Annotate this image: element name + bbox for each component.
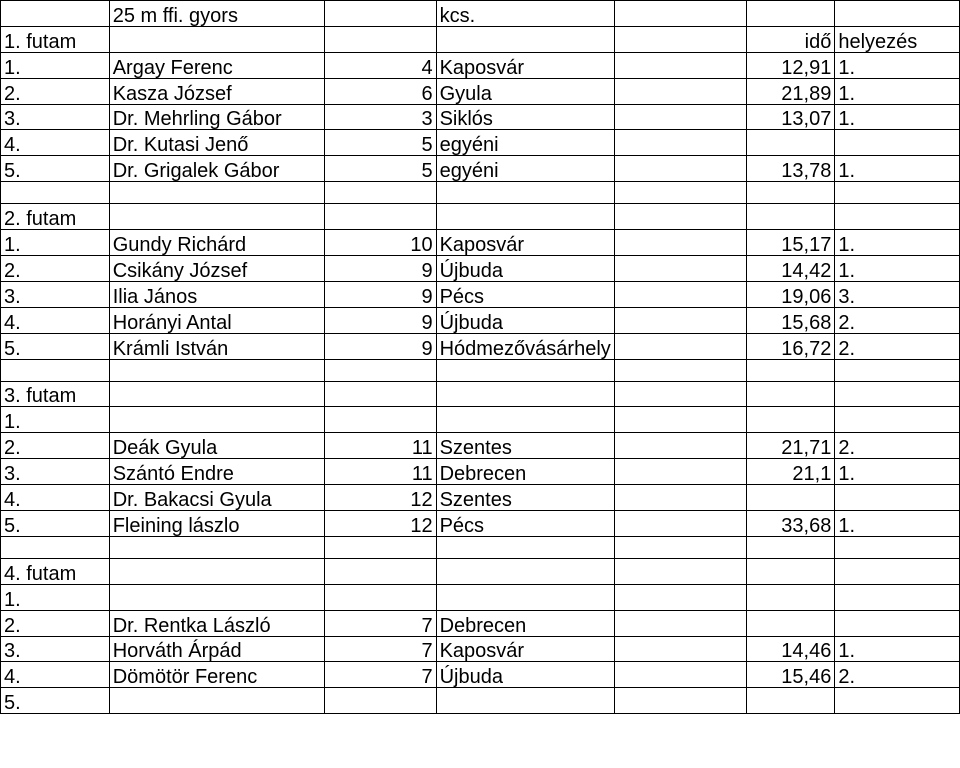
club-cell[interactable]: kcs.: [436, 1, 614, 27]
place-cell[interactable]: 1.: [1, 230, 110, 256]
table-row: [1, 459, 960, 485]
name-cell[interactable]: Dr. Grigalek Gábor: [109, 156, 325, 182]
table-row: [1, 558, 960, 584]
empty-cell[interactable]: [614, 1, 746, 27]
place-cell[interactable]: 4. futam: [1, 558, 110, 584]
time-cell[interactable]: 14,46: [746, 636, 835, 662]
time-cell[interactable]: [746, 610, 835, 636]
time-cell[interactable]: [746, 1, 835, 27]
table-row: [1, 104, 960, 130]
time-cell[interactable]: 15,46: [746, 662, 835, 688]
age-group-cell[interactable]: 5: [325, 130, 436, 156]
table-row: [1, 381, 960, 407]
placing-cell[interactable]: 1.: [835, 230, 960, 256]
sheet-body: [1, 1, 960, 714]
club-cell[interactable]: [436, 359, 614, 381]
table-row: [1, 333, 960, 359]
place-cell[interactable]: [1, 182, 110, 204]
name-cell[interactable]: Krámli István: [109, 333, 325, 359]
placing-cell[interactable]: [835, 407, 960, 433]
place-cell[interactable]: 4.: [1, 662, 110, 688]
placing-cell[interactable]: [835, 558, 960, 584]
age-group-cell[interactable]: [325, 584, 436, 610]
empty-cell[interactable]: [614, 610, 746, 636]
empty-cell[interactable]: [614, 359, 746, 381]
time-cell[interactable]: [746, 381, 835, 407]
age-group-cell[interactable]: [325, 688, 436, 714]
club-cell[interactable]: [436, 407, 614, 433]
placing-cell[interactable]: [835, 536, 960, 558]
time-cell[interactable]: [746, 584, 835, 610]
name-cell[interactable]: Dr. Bakacsi Gyula: [109, 485, 325, 511]
placing-cell[interactable]: [835, 182, 960, 204]
empty-cell[interactable]: [614, 130, 746, 156]
empty-cell[interactable]: [614, 333, 746, 359]
table-row: [1, 662, 960, 688]
empty-cell[interactable]: [614, 230, 746, 256]
club-cell[interactable]: Újbuda: [436, 256, 614, 282]
empty-cell[interactable]: [614, 78, 746, 104]
name-cell[interactable]: Ilia János: [109, 281, 325, 307]
placing-cell[interactable]: [835, 204, 960, 230]
age-group-cell[interactable]: 12: [325, 485, 436, 511]
time-cell[interactable]: [746, 359, 835, 381]
age-group-cell[interactable]: 7: [325, 610, 436, 636]
name-cell[interactable]: Horányi Antal: [109, 307, 325, 333]
placing-cell[interactable]: [835, 485, 960, 511]
name-cell[interactable]: Argay Ferenc: [109, 52, 325, 78]
club-cell[interactable]: Pécs: [436, 511, 614, 537]
club-cell[interactable]: [436, 584, 614, 610]
club-cell[interactable]: Kaposvár: [436, 230, 614, 256]
place-cell[interactable]: [1, 536, 110, 558]
age-group-cell[interactable]: 9: [325, 256, 436, 282]
name-cell[interactable]: [109, 558, 325, 584]
empty-cell[interactable]: [614, 485, 746, 511]
time-cell[interactable]: idő: [746, 26, 835, 52]
time-cell[interactable]: 16,72: [746, 333, 835, 359]
club-cell[interactable]: Újbuda: [436, 662, 614, 688]
age-group-cell[interactable]: 7: [325, 662, 436, 688]
place-cell[interactable]: 4.: [1, 485, 110, 511]
name-cell[interactable]: Csikány József: [109, 256, 325, 282]
age-group-cell[interactable]: 6: [325, 78, 436, 104]
name-cell[interactable]: [109, 536, 325, 558]
time-cell[interactable]: 19,06: [746, 281, 835, 307]
spacer-row: [1, 182, 960, 204]
table-row: [1, 584, 960, 610]
table-row: [1, 230, 960, 256]
empty-cell[interactable]: [614, 26, 746, 52]
empty-cell[interactable]: [614, 182, 746, 204]
table-row: [1, 52, 960, 78]
table-row: [1, 485, 960, 511]
time-cell[interactable]: 33,68: [746, 511, 835, 537]
empty-cell[interactable]: [614, 584, 746, 610]
table-row: [1, 407, 960, 433]
empty-cell[interactable]: [614, 536, 746, 558]
table-row: [1, 204, 960, 230]
place-cell[interactable]: 3.: [1, 104, 110, 130]
name-cell[interactable]: [109, 584, 325, 610]
age-group-cell[interactable]: 7: [325, 636, 436, 662]
club-cell[interactable]: Siklós: [436, 104, 614, 130]
club-cell[interactable]: Szentes: [436, 485, 614, 511]
place-cell[interactable]: 3.: [1, 636, 110, 662]
time-cell[interactable]: [746, 130, 835, 156]
place-cell[interactable]: 2. futam: [1, 204, 110, 230]
age-group-cell[interactable]: 12: [325, 511, 436, 537]
name-cell[interactable]: Dömötör Ferenc: [109, 662, 325, 688]
place-cell[interactable]: 1.: [1, 407, 110, 433]
place-cell[interactable]: 4.: [1, 130, 110, 156]
empty-cell[interactable]: [614, 156, 746, 182]
club-cell[interactable]: Gyula: [436, 78, 614, 104]
club-cell[interactable]: Debrecen: [436, 610, 614, 636]
age-group-cell[interactable]: 9: [325, 307, 436, 333]
place-cell[interactable]: 3.: [1, 459, 110, 485]
placing-cell[interactable]: 1.: [835, 636, 960, 662]
club-cell[interactable]: Szentes: [436, 433, 614, 459]
club-cell[interactable]: Kaposvár: [436, 636, 614, 662]
place-cell[interactable]: 1.: [1, 584, 110, 610]
empty-cell[interactable]: [614, 307, 746, 333]
table-row: [1, 26, 960, 52]
age-group-cell[interactable]: 4: [325, 52, 436, 78]
club-cell[interactable]: Kaposvár: [436, 52, 614, 78]
placing-cell[interactable]: 2.: [835, 333, 960, 359]
place-cell[interactable]: 1.: [1, 52, 110, 78]
age-group-cell[interactable]: 9: [325, 281, 436, 307]
placing-cell[interactable]: 1.: [835, 256, 960, 282]
table-row: [1, 610, 960, 636]
age-group-cell[interactable]: [325, 204, 436, 230]
time-cell[interactable]: [746, 407, 835, 433]
table-row: [1, 511, 960, 537]
placing-cell[interactable]: [835, 584, 960, 610]
placing-cell[interactable]: 3.: [835, 281, 960, 307]
age-group-cell[interactable]: [325, 381, 436, 407]
club-cell[interactable]: egyéni: [436, 156, 614, 182]
time-cell[interactable]: 15,17: [746, 230, 835, 256]
placing-cell[interactable]: 1.: [835, 459, 960, 485]
club-cell[interactable]: egyéni: [436, 130, 614, 156]
placing-cell[interactable]: 2.: [835, 662, 960, 688]
club-cell[interactable]: [436, 204, 614, 230]
place-cell[interactable]: 3. futam: [1, 381, 110, 407]
name-cell[interactable]: Dr. Mehrling Gábor: [109, 104, 325, 130]
place-cell[interactable]: 5.: [1, 511, 110, 537]
place-cell[interactable]: 5.: [1, 156, 110, 182]
club-cell[interactable]: Debrecen: [436, 459, 614, 485]
name-cell[interactable]: Dr. Rentka László: [109, 610, 325, 636]
name-cell[interactable]: [109, 26, 325, 52]
empty-cell[interactable]: [614, 407, 746, 433]
placing-cell[interactable]: 2.: [835, 307, 960, 333]
club-cell[interactable]: Pécs: [436, 281, 614, 307]
name-cell[interactable]: Deák Gyula: [109, 433, 325, 459]
age-group-cell[interactable]: [325, 407, 436, 433]
club-cell[interactable]: [436, 381, 614, 407]
empty-cell[interactable]: [614, 511, 746, 537]
placing-cell[interactable]: [835, 688, 960, 714]
name-cell[interactable]: [109, 359, 325, 381]
table-row: [1, 636, 960, 662]
place-cell[interactable]: [1, 1, 110, 27]
time-cell[interactable]: [746, 688, 835, 714]
name-cell[interactable]: 25 m ffi. gyors: [109, 1, 325, 27]
empty-cell[interactable]: [614, 662, 746, 688]
spacer-row: [1, 536, 960, 558]
age-group-cell[interactable]: [325, 26, 436, 52]
name-cell[interactable]: Kasza József: [109, 78, 325, 104]
age-group-cell[interactable]: [325, 1, 436, 27]
age-group-cell[interactable]: [325, 558, 436, 584]
time-cell[interactable]: [746, 485, 835, 511]
time-cell[interactable]: [746, 558, 835, 584]
club-cell[interactable]: [436, 536, 614, 558]
place-cell[interactable]: 2.: [1, 256, 110, 282]
age-group-cell[interactable]: [325, 536, 436, 558]
placing-cell[interactable]: 1.: [835, 511, 960, 537]
placing-cell[interactable]: [835, 359, 960, 381]
time-cell[interactable]: 12,91: [746, 52, 835, 78]
empty-cell[interactable]: [614, 688, 746, 714]
spacer-row: [1, 359, 960, 381]
name-cell[interactable]: Szántó Endre: [109, 459, 325, 485]
club-cell[interactable]: [436, 558, 614, 584]
name-cell[interactable]: [109, 381, 325, 407]
table-row: [1, 78, 960, 104]
placing-cell[interactable]: helyezés: [835, 26, 960, 52]
name-cell[interactable]: [109, 182, 325, 204]
place-cell[interactable]: 3.: [1, 281, 110, 307]
name-cell[interactable]: Horváth Árpád: [109, 636, 325, 662]
age-group-cell[interactable]: 5: [325, 156, 436, 182]
age-group-cell[interactable]: 10: [325, 230, 436, 256]
placing-cell[interactable]: [835, 130, 960, 156]
time-cell[interactable]: 15,68: [746, 307, 835, 333]
placing-cell[interactable]: 1.: [835, 52, 960, 78]
place-cell[interactable]: [1, 359, 110, 381]
placing-cell[interactable]: 1.: [835, 78, 960, 104]
time-cell[interactable]: [746, 182, 835, 204]
place-cell[interactable]: 2.: [1, 610, 110, 636]
placing-cell[interactable]: [835, 1, 960, 27]
table-row: [1, 156, 960, 182]
empty-cell[interactable]: [614, 281, 746, 307]
age-group-cell[interactable]: 11: [325, 459, 436, 485]
age-group-cell[interactable]: 11: [325, 433, 436, 459]
empty-cell[interactable]: [614, 256, 746, 282]
club-cell[interactable]: [436, 688, 614, 714]
table-row: [1, 433, 960, 459]
time-cell[interactable]: 14,42: [746, 256, 835, 282]
empty-cell[interactable]: [614, 459, 746, 485]
name-cell[interactable]: Gundy Richárd: [109, 230, 325, 256]
place-cell[interactable]: 4.: [1, 307, 110, 333]
club-cell[interactable]: Újbuda: [436, 307, 614, 333]
name-cell[interactable]: Dr. Kutasi Jenő: [109, 130, 325, 156]
placing-cell[interactable]: 2.: [835, 433, 960, 459]
name-cell[interactable]: [109, 204, 325, 230]
name-cell[interactable]: [109, 688, 325, 714]
time-cell[interactable]: 21,1: [746, 459, 835, 485]
time-cell[interactable]: [746, 204, 835, 230]
placing-cell[interactable]: 1.: [835, 156, 960, 182]
empty-cell[interactable]: [614, 433, 746, 459]
name-cell[interactable]: Fleining lászlo: [109, 511, 325, 537]
age-group-cell[interactable]: [325, 182, 436, 204]
empty-cell[interactable]: [614, 636, 746, 662]
table-row: [1, 256, 960, 282]
time-cell[interactable]: 21,71: [746, 433, 835, 459]
placing-cell[interactable]: [835, 381, 960, 407]
place-cell[interactable]: 5.: [1, 688, 110, 714]
table-row: [1, 281, 960, 307]
place-cell[interactable]: 2.: [1, 78, 110, 104]
table-row: [1, 307, 960, 333]
club-cell[interactable]: [436, 26, 614, 52]
age-group-cell[interactable]: 9: [325, 333, 436, 359]
placing-cell[interactable]: [835, 610, 960, 636]
time-cell[interactable]: 13,07: [746, 104, 835, 130]
empty-cell[interactable]: [614, 52, 746, 78]
place-cell[interactable]: 1. futam: [1, 26, 110, 52]
empty-cell[interactable]: [614, 204, 746, 230]
age-group-cell[interactable]: [325, 359, 436, 381]
club-cell[interactable]: Hódmezővásárhely: [436, 333, 614, 359]
empty-cell[interactable]: [614, 104, 746, 130]
time-cell[interactable]: 21,89: [746, 78, 835, 104]
name-cell[interactable]: [109, 407, 325, 433]
club-cell[interactable]: [436, 182, 614, 204]
empty-cell[interactable]: [614, 558, 746, 584]
place-cell[interactable]: 5.: [1, 333, 110, 359]
table-row: [1, 130, 960, 156]
table-row: [1, 688, 960, 714]
empty-cell[interactable]: [614, 381, 746, 407]
time-cell[interactable]: [746, 536, 835, 558]
age-group-cell[interactable]: 3: [325, 104, 436, 130]
placing-cell[interactable]: 1.: [835, 104, 960, 130]
title-row: [1, 1, 960, 27]
place-cell[interactable]: 2.: [1, 433, 110, 459]
time-cell[interactable]: 13,78: [746, 156, 835, 182]
